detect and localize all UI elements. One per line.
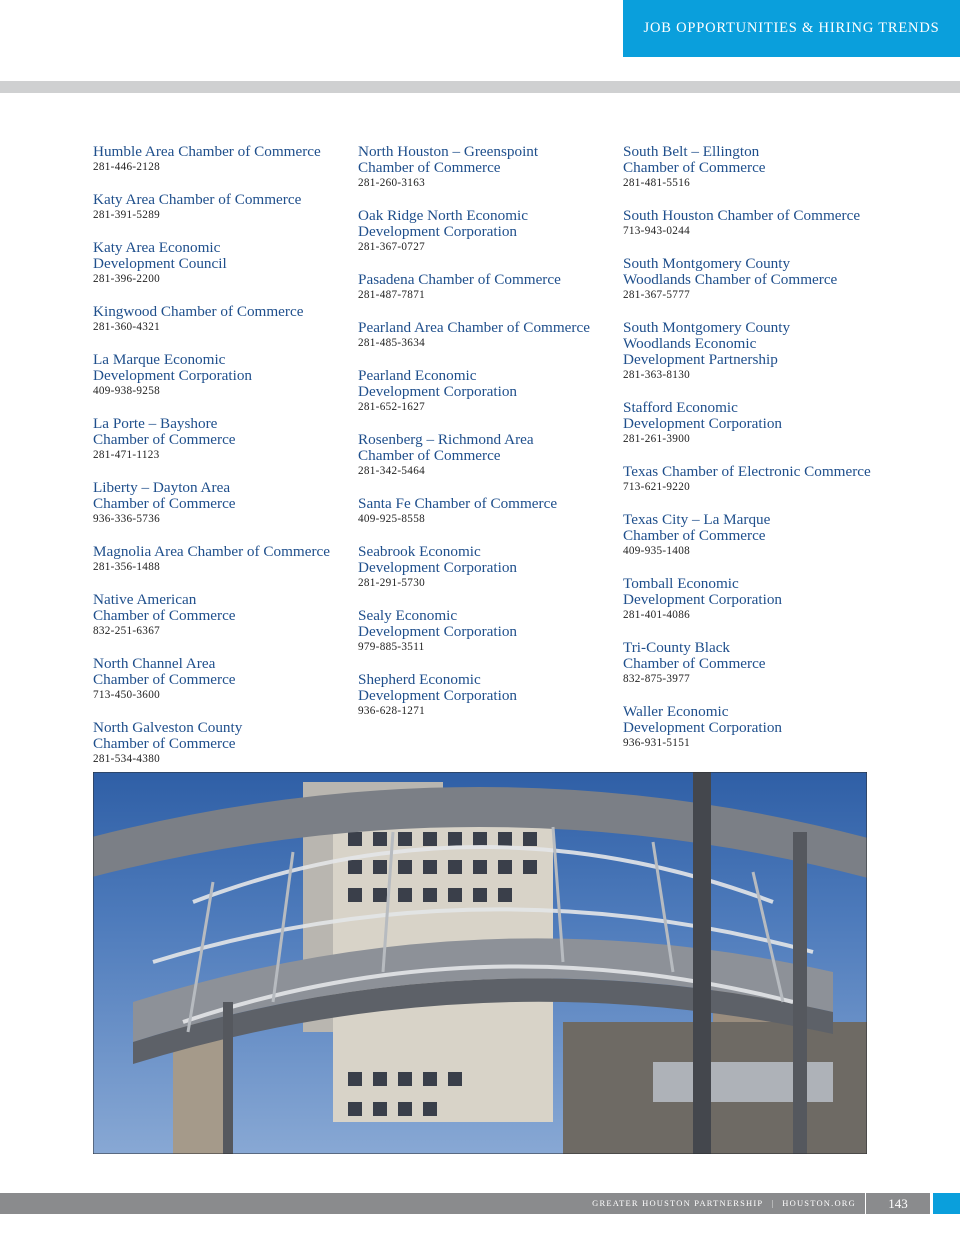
organization-name: Texas City – La Marque Chamber of Commerce — [623, 511, 771, 544]
footer-bar — [0, 1193, 930, 1214]
phone-number: 281-291-5730 — [358, 577, 425, 589]
phone-number: 281-481-5516 — [623, 177, 690, 189]
directory-column-2 — [358, 144, 620, 718]
organization-name: North Galveston County Chamber of Commerce — [93, 719, 243, 752]
phone-number: 281-401-4086 — [623, 609, 690, 621]
organization-name: Texas Chamber of Electronic Commerce — [623, 463, 871, 480]
phone-number: 409-938-9258 — [93, 385, 160, 397]
phone-number: 936-336-5736 — [93, 513, 160, 525]
directory-entry — [358, 208, 620, 254]
organization-name: Santa Fe Chamber of Commerce — [358, 495, 558, 512]
organization-name: Sealy Economic Development Corporation — [358, 607, 518, 640]
phone-number: 936-931-5151 — [623, 737, 690, 749]
organization-name: Native American Chamber of Commerce — [93, 591, 236, 624]
organization-name: Katy Area Economic Development Council — [93, 239, 227, 272]
phone-number: 936-628-1271 — [358, 705, 425, 717]
directory-entry — [93, 592, 355, 638]
phone-number: 281-446-2128 — [93, 161, 160, 173]
directory-entry — [623, 144, 943, 190]
footer-site: HOUSTON.ORG — [782, 1198, 856, 1208]
phone-number: 979-885-3511 — [358, 641, 425, 653]
directory-entry — [358, 272, 620, 302]
footer-accent-tab — [933, 1193, 960, 1214]
organization-name: North Houston – Greenspoint Chamber of Commerce — [358, 143, 539, 176]
organization-name: South Houston Chamber of Commerce — [623, 207, 861, 224]
organization-name: Rosenberg – Richmond Area Chamber of Commerce — [358, 431, 534, 464]
phone-number: 281-487-7871 — [358, 289, 425, 301]
phone-number: 281-485-3634 — [358, 337, 425, 349]
directory-column-3 — [623, 144, 943, 750]
phone-number: 281-652-1627 — [358, 401, 425, 413]
phone-number: 713-621-9220 — [623, 481, 690, 493]
organization-name: South Montgomery County Woodlands Chamber of Commerce — [623, 255, 838, 288]
phone-number: 832-251-6367 — [93, 625, 160, 637]
organization-name: Kingwood Chamber of Commerce — [93, 303, 304, 320]
directory-entry — [93, 480, 355, 526]
phone-number: 281-260-3163 — [358, 177, 425, 189]
organization-name: Tri-County Black Chamber of Commerce — [623, 639, 766, 672]
organization-name: Humble Area Chamber of Commerce — [93, 143, 321, 160]
directory-entry — [93, 240, 355, 286]
phone-number: 409-935-1408 — [623, 545, 690, 557]
directory-entry — [623, 208, 943, 238]
organization-name: Magnolia Area Chamber of Commerce — [93, 543, 331, 560]
directory-column-1 — [93, 144, 355, 766]
directory-entry — [93, 416, 355, 462]
directory-entry — [623, 320, 943, 382]
organization-name: Pearland Area Chamber of Commerce — [358, 319, 590, 336]
phone-number: 281-342-5464 — [358, 465, 425, 477]
directory-entry — [623, 640, 943, 686]
phone-number: 281-471-1123 — [93, 449, 160, 461]
organization-name: Waller Economic Development Corporation — [623, 703, 783, 736]
organization-name: Oak Ridge North Economic Development Corporation — [358, 207, 528, 240]
directory-entry — [93, 192, 355, 222]
phone-number: 832-875-3977 — [623, 673, 690, 685]
header-rule — [0, 81, 960, 93]
organization-name: Shepherd Economic Development Corporation — [358, 671, 518, 704]
directory-entry — [358, 320, 620, 350]
organization-name: Liberty – Dayton Area Chamber of Commerce — [93, 479, 236, 512]
organization-name: South Belt – Ellington Chamber of Commerce — [623, 143, 766, 176]
directory-entry — [623, 576, 943, 622]
organization-name: Pearland Economic Development Corporation — [358, 367, 518, 400]
organization-name: Seabrook Economic Development Corporation — [358, 543, 518, 576]
phone-number: 281-396-2200 — [93, 273, 160, 285]
footer-credits — [592, 1193, 856, 1214]
organization-name: Pasadena Chamber of Commerce — [358, 271, 561, 288]
organization-name: La Porte – Bayshore Chamber of Commerce — [93, 415, 236, 448]
organization-name: South Montgomery County Woodlands Economic Development Partnership — [623, 319, 791, 368]
directory-entry — [358, 432, 620, 478]
organization-name: La Marque Economic Development Corporation — [93, 351, 253, 384]
directory-entry — [93, 304, 355, 334]
directory-entry — [358, 608, 620, 654]
phone-number: 281-367-5777 — [623, 289, 690, 301]
directory-entry — [623, 256, 943, 302]
phone-number: 281-356-1488 — [93, 561, 160, 573]
directory-entry — [93, 544, 355, 574]
section-title: JOB OPPORTUNITIES & HIRING TRENDS — [643, 20, 940, 36]
directory-entry — [623, 464, 943, 494]
footer-separator: | — [771, 1198, 775, 1208]
skywalk-illustration — [93, 772, 867, 1154]
directory-entry — [93, 352, 355, 398]
directory-entry — [623, 704, 943, 750]
directory-entry — [93, 144, 355, 174]
skywalk-photo — [93, 772, 867, 1154]
phone-number: 281-534-4380 — [93, 753, 160, 765]
phone-number: 713-943-0244 — [623, 225, 690, 237]
phone-number: 281-367-0727 — [358, 241, 425, 253]
directory-entry — [358, 672, 620, 718]
organization-name: Katy Area Chamber of Commerce — [93, 191, 302, 208]
directory-entry — [93, 656, 355, 702]
phone-number: 713-450-3600 — [93, 689, 160, 701]
directory-entry — [358, 496, 620, 526]
organization-name: Tomball Economic Development Corporation — [623, 575, 783, 608]
page-number: 143 — [865, 1193, 930, 1214]
phone-number: 281-261-3900 — [623, 433, 690, 445]
phone-number: 281-391-5289 — [93, 209, 160, 221]
phone-number: 281-360-4321 — [93, 321, 160, 333]
directory-entry — [358, 544, 620, 590]
directory-entry — [623, 512, 943, 558]
directory-entry — [358, 144, 620, 190]
directory-entry — [93, 720, 355, 766]
phone-number: 409-925-8558 — [358, 513, 425, 525]
footer-org: GREATER HOUSTON PARTNERSHIP — [592, 1198, 764, 1208]
directory-entry — [623, 400, 943, 446]
phone-number: 281-363-8130 — [623, 369, 690, 381]
directory-entry — [358, 368, 620, 414]
organization-name: North Channel Area Chamber of Commerce — [93, 655, 236, 688]
section-header-tab — [623, 0, 960, 57]
organization-name: Stafford Economic Development Corporation — [623, 399, 783, 432]
